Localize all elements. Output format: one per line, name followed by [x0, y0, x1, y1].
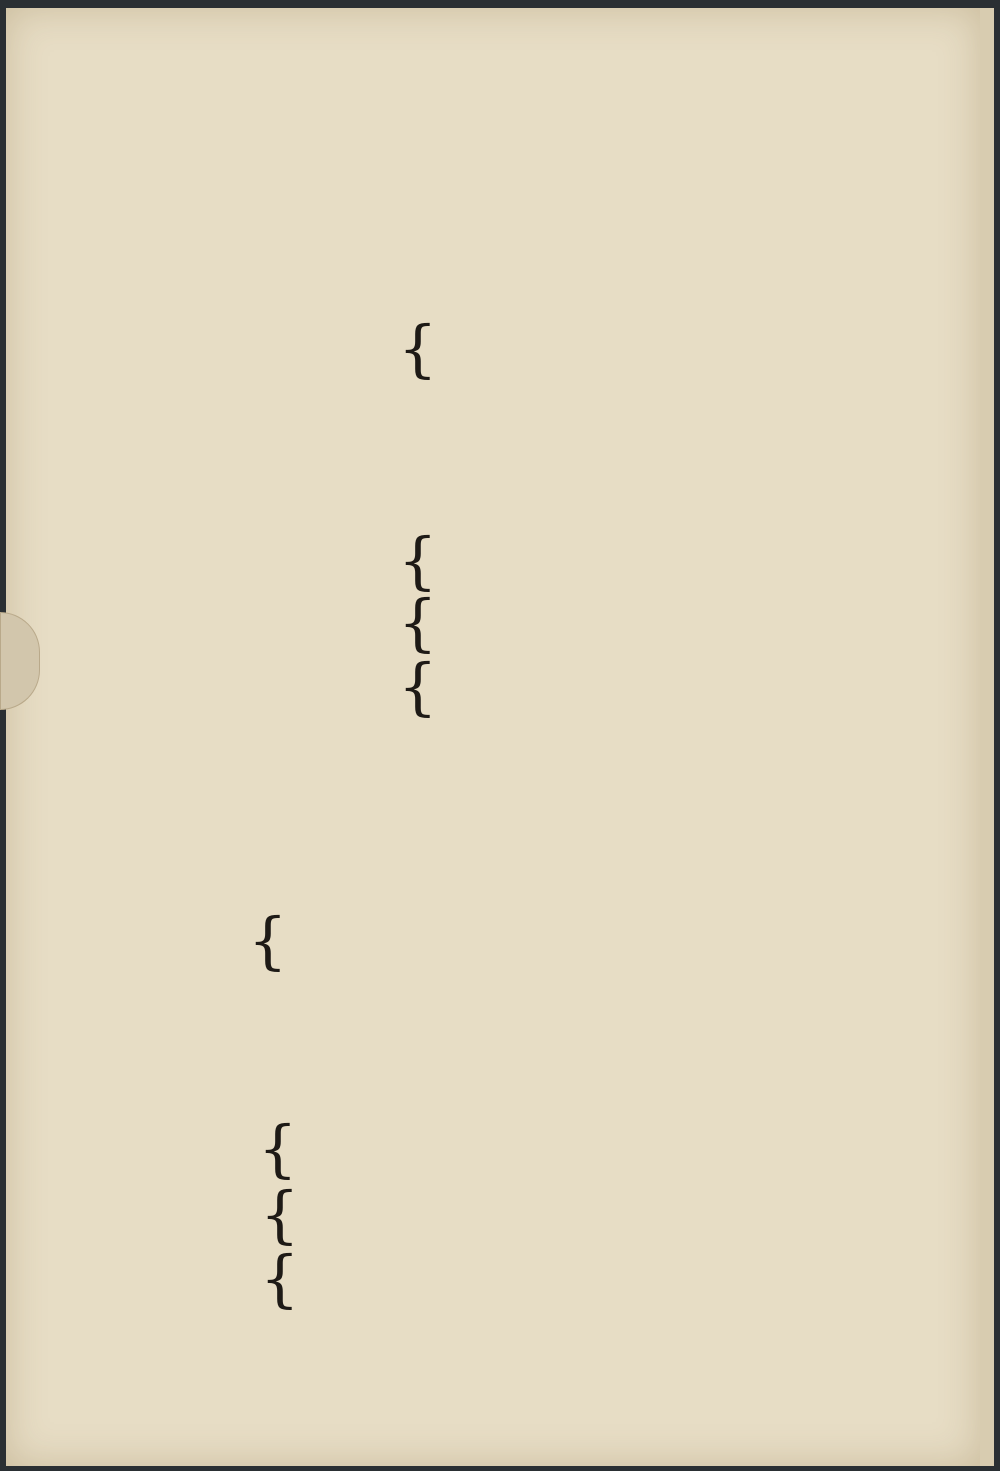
verse-brace: {: [398, 586, 438, 659]
verse-brace: {: [258, 1112, 298, 1185]
verse-brace: {: [398, 524, 438, 597]
verse-brace: {: [398, 650, 438, 723]
verse-brace: {: [248, 904, 288, 977]
verse-brace: {: [260, 1178, 300, 1251]
verse-brace: {: [398, 312, 438, 385]
verse-brace: {: [260, 1242, 300, 1315]
